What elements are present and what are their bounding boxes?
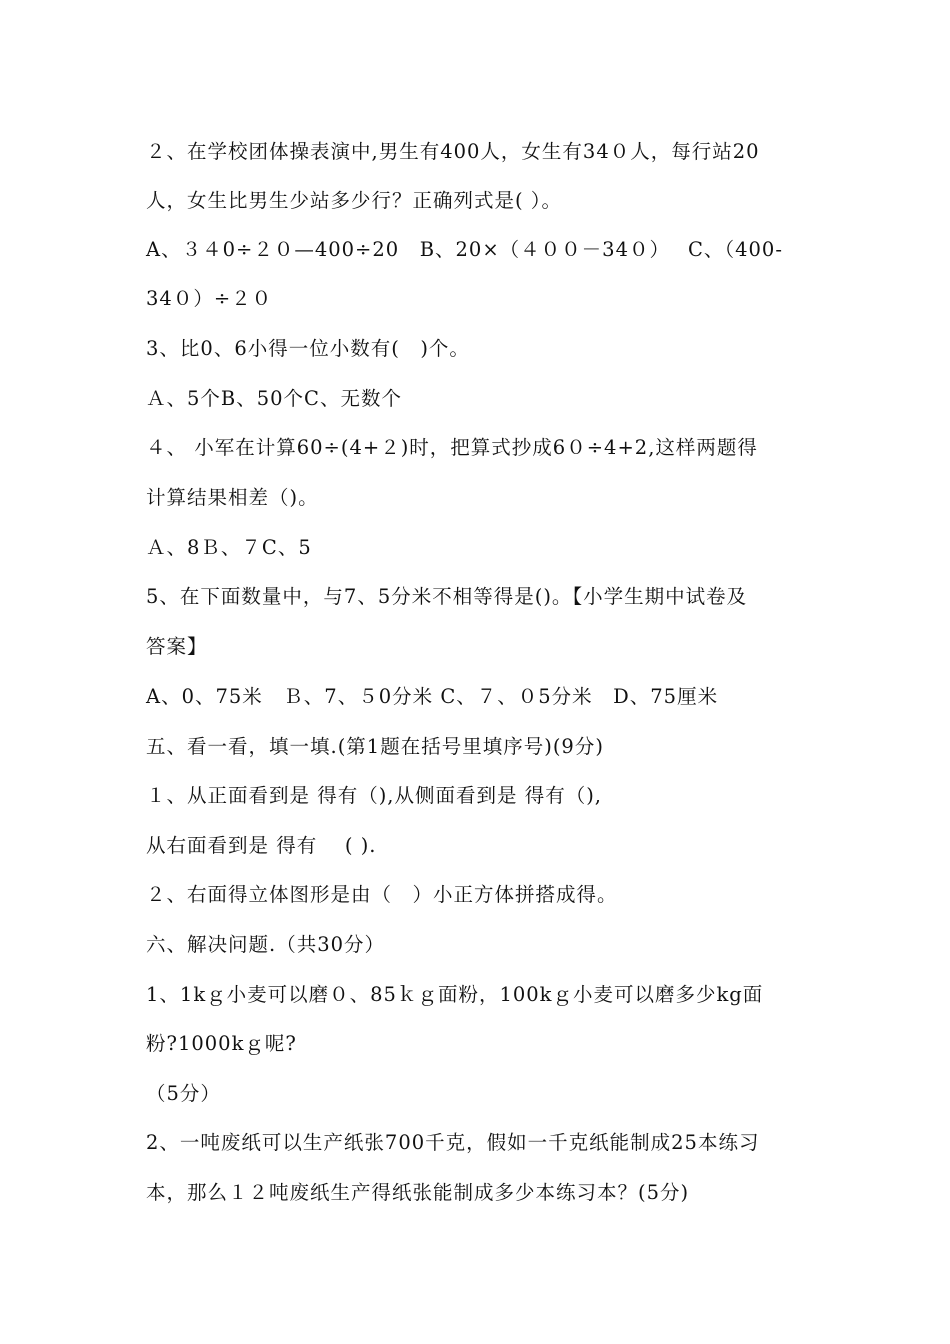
q2-line-2: 人，女生比男生少站多少行？正确列式是( ）。 — [146, 189, 563, 212]
q4-options: Ａ、8Ｂ、７C、5 — [146, 536, 312, 559]
s6-q2-line-1: 2、一吨废纸可以生产纸张700千克，假如一千克纸能制成25本练习 — [146, 1131, 760, 1154]
s6-q2-line-2: 本，那么１２吨废纸生产得纸张能制成多少本练习本？(5分) — [146, 1181, 690, 1204]
section-5-heading: 五、看一看，填一填.(第1题在括号里填序号)(9分) — [146, 735, 604, 758]
s5-q1-line-1: １、从正面看到是 得有（),从侧面看到是 得有（), — [146, 784, 603, 807]
q5-options: A、0、75米 Ｂ、7、５0分米 C、７、０5分米 D、75厘米 — [146, 685, 719, 708]
q3-options: Ａ、5个B、50个C、无数个 — [146, 387, 402, 410]
s6-q1-score: （5分） — [146, 1082, 221, 1105]
s5-q2: ２、右面得立体图形是由（ ）小正方体拼搭成得。 — [146, 883, 618, 906]
q5-line-1: 5、在下面数量中，与7、5分米不相等得是()。【小学生期中试卷及 — [146, 585, 748, 608]
q2-line-1: ２、在学校团体操表演中,男生有400人，女生有34０人，每行站20 — [146, 140, 760, 163]
q2-options-line-1: A、３４0÷２０—400÷20 B、20×（４００－34０） C、（400- — [146, 238, 783, 261]
q3-question: 3、比0、6小得一位小数有( )个。 — [146, 337, 470, 360]
s6-q1-line-1: 1、1kｇ小麦可以磨０、85ｋｇ面粉，100kｇ小麦可以磨多少kg面 — [146, 983, 764, 1006]
section-6-heading: 六、解决问题.（共30分） — [146, 933, 386, 956]
s6-q1-line-2: 粉?1000kｇ呢? — [146, 1032, 297, 1055]
q4-line-2: 计算结果相差（)。 — [146, 486, 319, 509]
q4-line-1: ４、 小军在计算60÷(4+２)时，把算式抄成6０÷4+2,这样两题得 — [146, 436, 758, 459]
q2-options-line-2: 34０）÷２０ — [146, 287, 273, 310]
s5-q1-line-2: 从右面看到是 得有 ( ). — [146, 834, 377, 857]
q5-line-2: 答案】 — [146, 635, 208, 658]
